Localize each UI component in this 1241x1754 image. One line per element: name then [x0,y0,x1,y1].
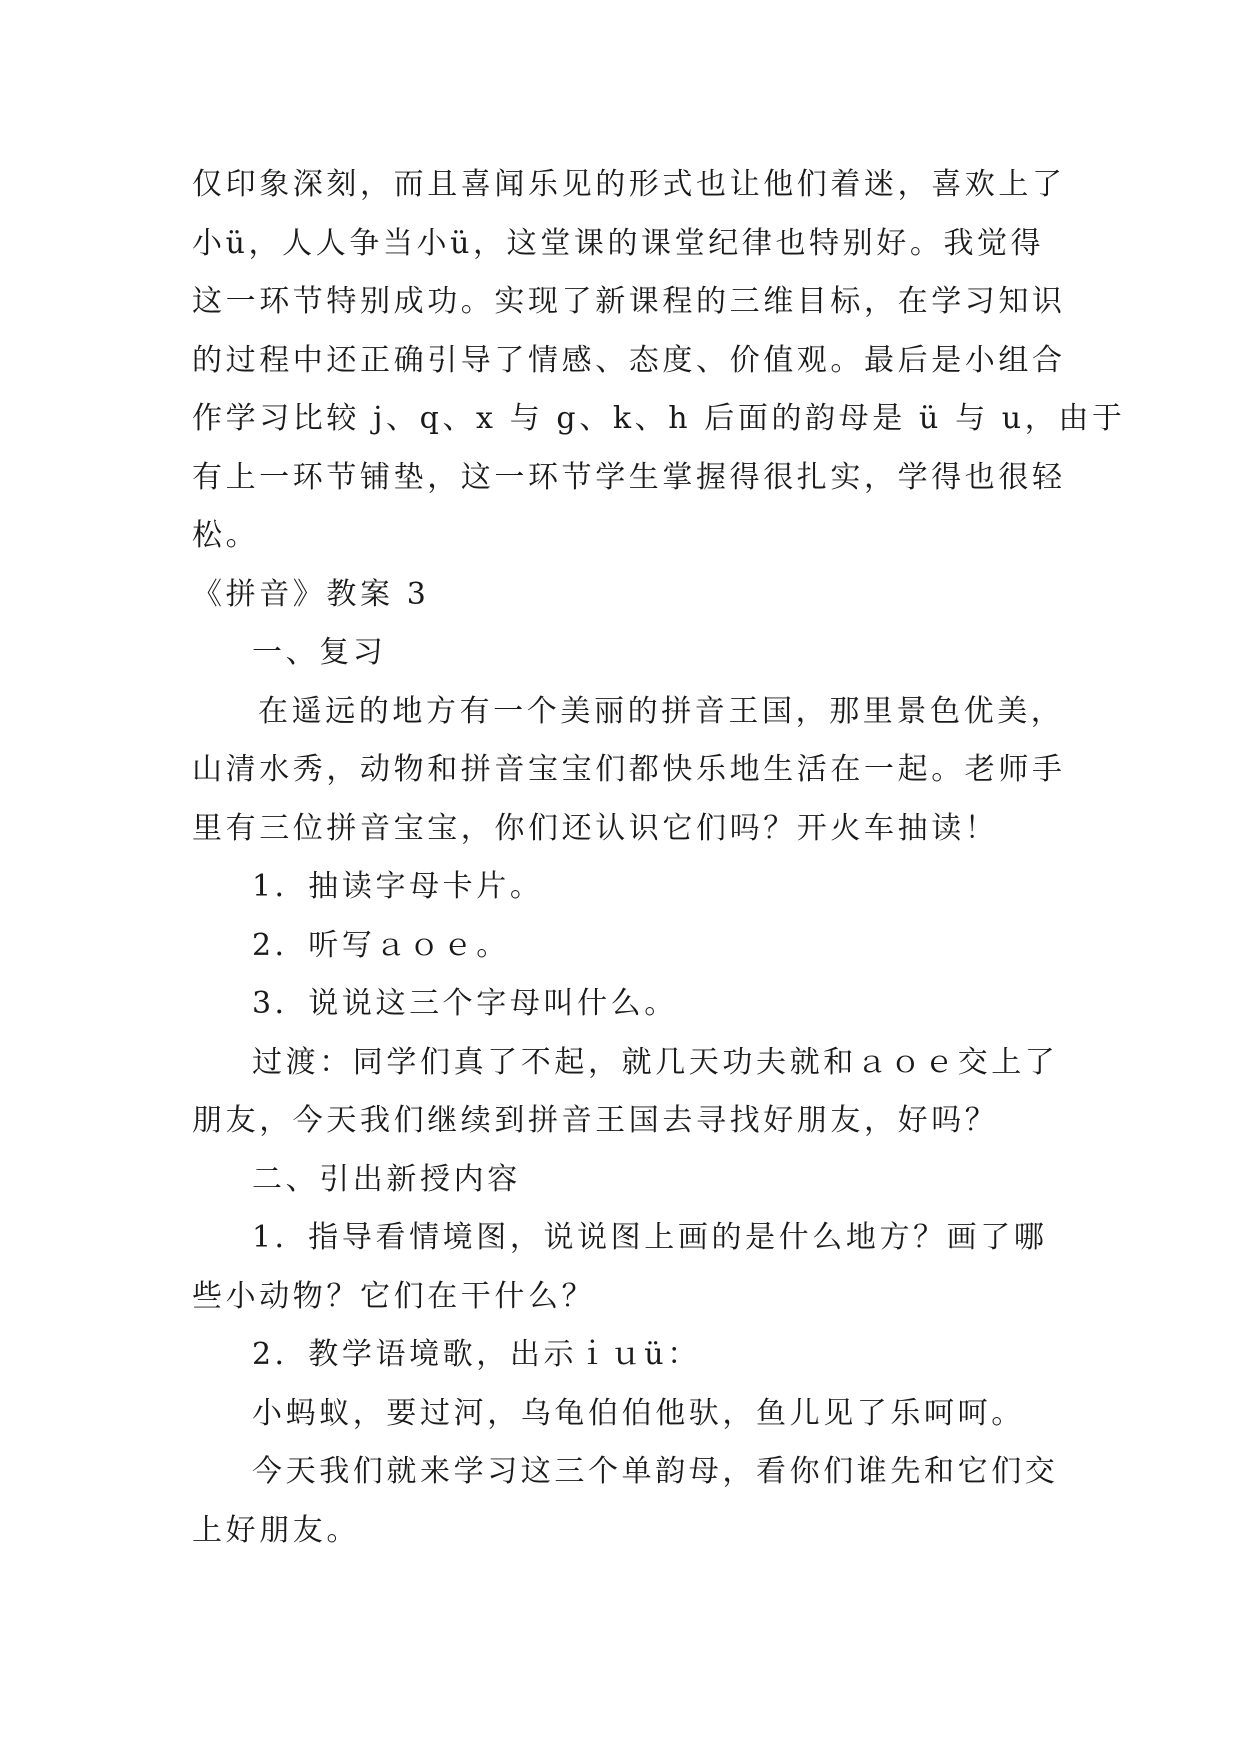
paragraph-line: 小ü，人人争当小ü，这堂课的课堂纪律也特别好。我觉得 [192,225,1045,261]
intro-line: 在遥远的地方有一个美丽的拼音王国，那里景色优美， [258,693,1065,729]
section-title: 《拼音》教案 3 [192,576,430,612]
new-heading: 二、引出新授内容 [252,1161,521,1197]
closing-line: 上好朋友。 [192,1512,360,1548]
intro-line: 山清水秀，动物和拼音宝宝们都快乐地生活在一起。老师手 [192,752,1066,787]
document-body [192,156,1126,1560]
paragraph-line: 仅印象深刻，而且喜闻乐见的形式也让他们着迷，喜欢上了 [192,167,1066,202]
review-heading: 一、复习 [252,635,387,670]
new-step: 2．教学语境歌，出示ｉｕü： [252,1337,701,1372]
paragraph-line: 作学习比较 j、q、x 与 g、k、h 后面的韵母是 ü 与 u，由于 [192,401,1126,436]
review-step: 2．听写ａｏｅ。 [252,927,510,963]
paragraph-line: 有上一环节铺垫，这一环节学生掌握得很扎实，学得也很轻 [192,459,1066,495]
paragraph-line: 的过程中还正确引导了情感、态度、价值观。最后是小组合 [192,342,1066,378]
transition-line: 过渡：同学们真了不起，就几天功夫就和ａｏｅ交上了 [252,1044,1059,1080]
new-step: 些小动物？它们在干什么？ [192,1278,596,1314]
song-line: 小蚂蚁，要过河，乌龟伯伯他驮，鱼儿见了乐呵呵。 [252,1395,1025,1431]
transition-line: 朋友，今天我们继续到拼音王国去寻找好朋友，好吗？ [192,1103,999,1138]
review-step: 3．说说这三个字母叫什么。 [252,986,678,1021]
new-step: 1．指导看情境图，说说图上画的是什么地方？画了哪 [252,1220,1048,1255]
closing-line: 今天我们就来学习这三个单韵母，看你们谁先和它们交 [252,1454,1059,1489]
paragraph-line: 松。 [192,518,260,553]
review-step: 1．抽读字母卡片。 [252,869,544,904]
intro-line: 里有三位拼音宝宝，你们还认识它们吗？开火车抽读！ [192,810,999,846]
paragraph-line: 这一环节特别成功。实现了新课程的三维目标，在学习知识 [192,284,1066,319]
